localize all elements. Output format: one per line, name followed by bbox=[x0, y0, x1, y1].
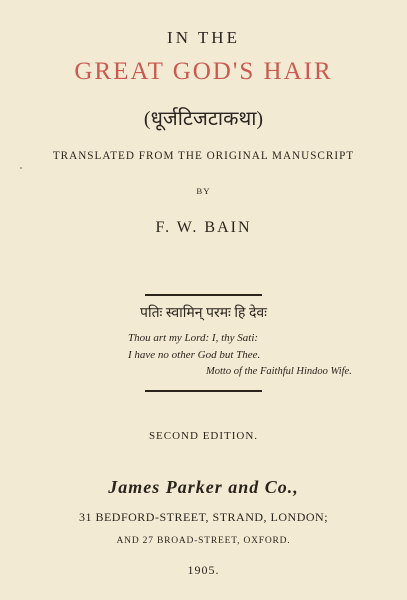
publisher-address-london: 31 BEDFORD-STREET, STRAND, LONDON; bbox=[78, 510, 329, 524]
edition-label: SECOND EDITION. bbox=[148, 430, 259, 442]
sanskrit-quote: पतिः स्वामिन् परमः हि देवः bbox=[140, 306, 267, 321]
book-title: GREAT GOD'S HAIR bbox=[74, 58, 333, 85]
epigraph bbox=[128, 330, 352, 380]
bottom-rule bbox=[145, 390, 262, 392]
paper-speck bbox=[20, 167, 22, 169]
author-name: F. W. BAIN bbox=[155, 219, 252, 236]
by-label: BY bbox=[196, 186, 211, 196]
top-rule bbox=[145, 294, 262, 296]
publisher-address-oxford: AND 27 BROAD-STREET, OXFORD. bbox=[116, 536, 291, 546]
translation-note: TRANSLATED FROM THE ORIGINAL MANUSCRIPT bbox=[52, 150, 355, 162]
epigraph-line-2: I have no other God but Thee. bbox=[128, 349, 261, 362]
epigraph-line-1: Thou art my Lord: I, thy Sati: bbox=[128, 332, 259, 344]
title-top: IN THE bbox=[167, 28, 240, 47]
sanskrit-title: (धूर्जटिजटाकथा) bbox=[143, 108, 264, 130]
publication-year: 1905. bbox=[187, 563, 220, 577]
publisher-name: James Parker and Co., bbox=[108, 477, 299, 497]
epigraph-attribution: Motto of the Faithful Hindoo Wife. bbox=[206, 366, 352, 378]
